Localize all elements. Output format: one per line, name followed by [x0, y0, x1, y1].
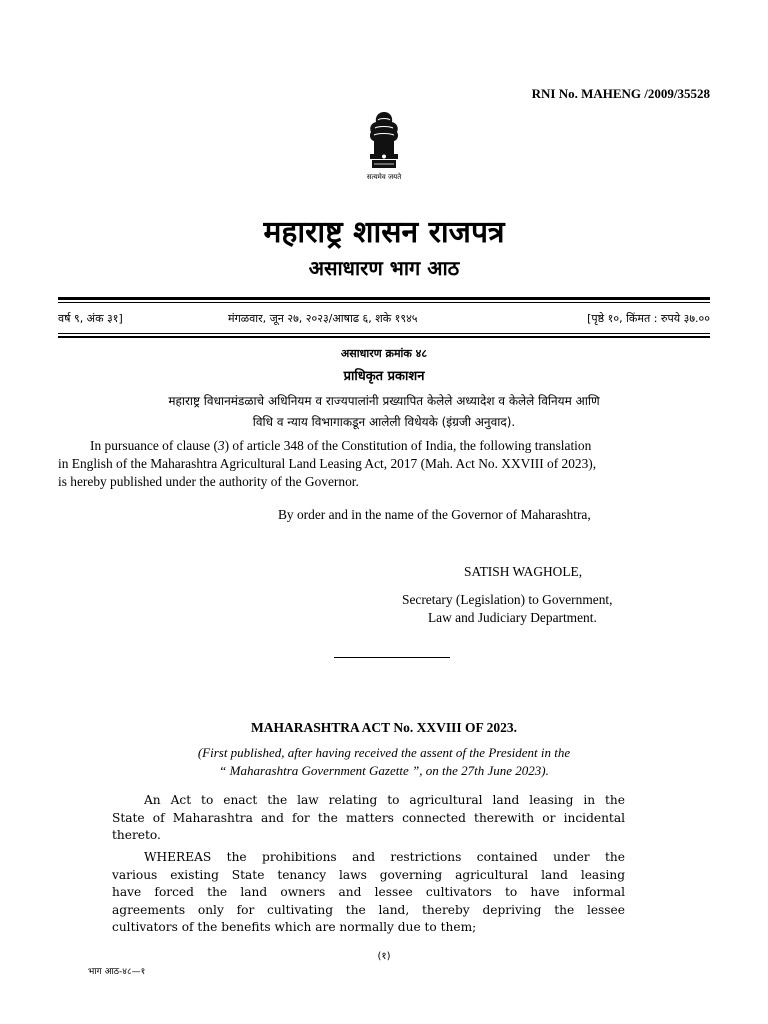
volume-issue: वर्ष ९, अंक ३१] [58, 312, 123, 325]
whereas-line: various existing State tenancy laws governing agricultural land leasing [112, 867, 625, 882]
top-thick-rule [58, 297, 710, 300]
whereas-line: have forced the land owners and lessee cultivators to have informal [112, 885, 625, 900]
gazette-subtitle: असाधारण भाग आठ [308, 256, 460, 280]
issue-date: मंगळवार, जून २७, २०२३/आषाढ ६, शके १९४५ [228, 312, 418, 325]
whereas-line: cultivators of the benefits which are normally due to them; [112, 920, 477, 935]
notice-desc-line2: विधि व न्याय विभागाकडून आलेली विधेयके (इंग्रजी अनुवाद). [252, 415, 516, 429]
signatory-department: Law and Judiciary Department. [428, 610, 597, 625]
extraordinary-number: असाधारण क्रमांक ४८ [340, 347, 428, 360]
preamble-paragraph [112, 792, 625, 845]
state-emblem [352, 108, 416, 182]
publication-note-line1: (First published, after having received the assent of the President in the [197, 745, 571, 760]
top-thin-rule [58, 302, 710, 303]
preamble-line: An Act to enact the law relating to agricultural land leasing in the [144, 793, 625, 807]
pursuance-line3: is hereby published under the authority of the Governor. [58, 474, 359, 489]
gazette-title: महाराष्ट्र शासन राजपत्र [263, 215, 505, 250]
issue-info-bar [58, 308, 710, 328]
act-title: MAHARASHTRA ACT No. XXVIII OF 2023. [251, 720, 517, 735]
pursuance-line2: in English of the Maharashtra Agricultural Land Leasing Act, 2017 (Mah. Act No. XXVIII of 2023), [58, 456, 597, 471]
preamble-line: State of Maharashtra and for the matters connected therewith or incidental [112, 810, 625, 825]
authoritative-publication: प्राधिकृत प्रकाशन [343, 369, 425, 384]
lion-capital-icon [361, 108, 407, 172]
order-line: By order and in the name of the Governor of Maharashtra, [278, 507, 591, 522]
rni-number: RNI No. MAHENG /2009/35528 [531, 86, 710, 101]
emblem-motto: सत्यमेव जयते [366, 173, 402, 181]
preamble-line: thereto. [112, 828, 161, 843]
publication-note-line2: “ Maharashtra Government Gazette ”, on the 27th June 2023). [219, 763, 549, 778]
footer-code: भाग आठ-४८—१ [88, 967, 146, 977]
signatory-name: SATISH WAGHOLE, [464, 564, 583, 579]
pursuance-paragraph [58, 437, 713, 491]
pages-price: [पृष्ठे १०, किंमत : रुपये ३७.०० [587, 312, 710, 325]
publication-note [0, 744, 768, 780]
bottom-thick-rule [58, 336, 710, 338]
page-number: (१) [377, 951, 391, 962]
signatory-designation: Secretary (Legislation) to Government, [402, 592, 613, 607]
notice-desc-line1: महाराष्ट्र विधानमंडळाचे अधिनियम व राज्यपालांनी प्रख्यापित केलेले अध्यादेश व केलेले विनियम आणि [168, 394, 600, 408]
whereas-line: WHEREAS the prohibitions and restrictions contained under the [144, 850, 625, 864]
whereas-line: agreements only for cultivating the land, thereby depriving the lessee [112, 902, 625, 917]
whereas-paragraph [112, 849, 625, 937]
separator-line [334, 657, 450, 658]
bottom-thin-rule [58, 333, 710, 334]
pursuance-line1: In pursuance of clause (3) of article 348 of the Constitution of India, the following translation [90, 438, 592, 453]
